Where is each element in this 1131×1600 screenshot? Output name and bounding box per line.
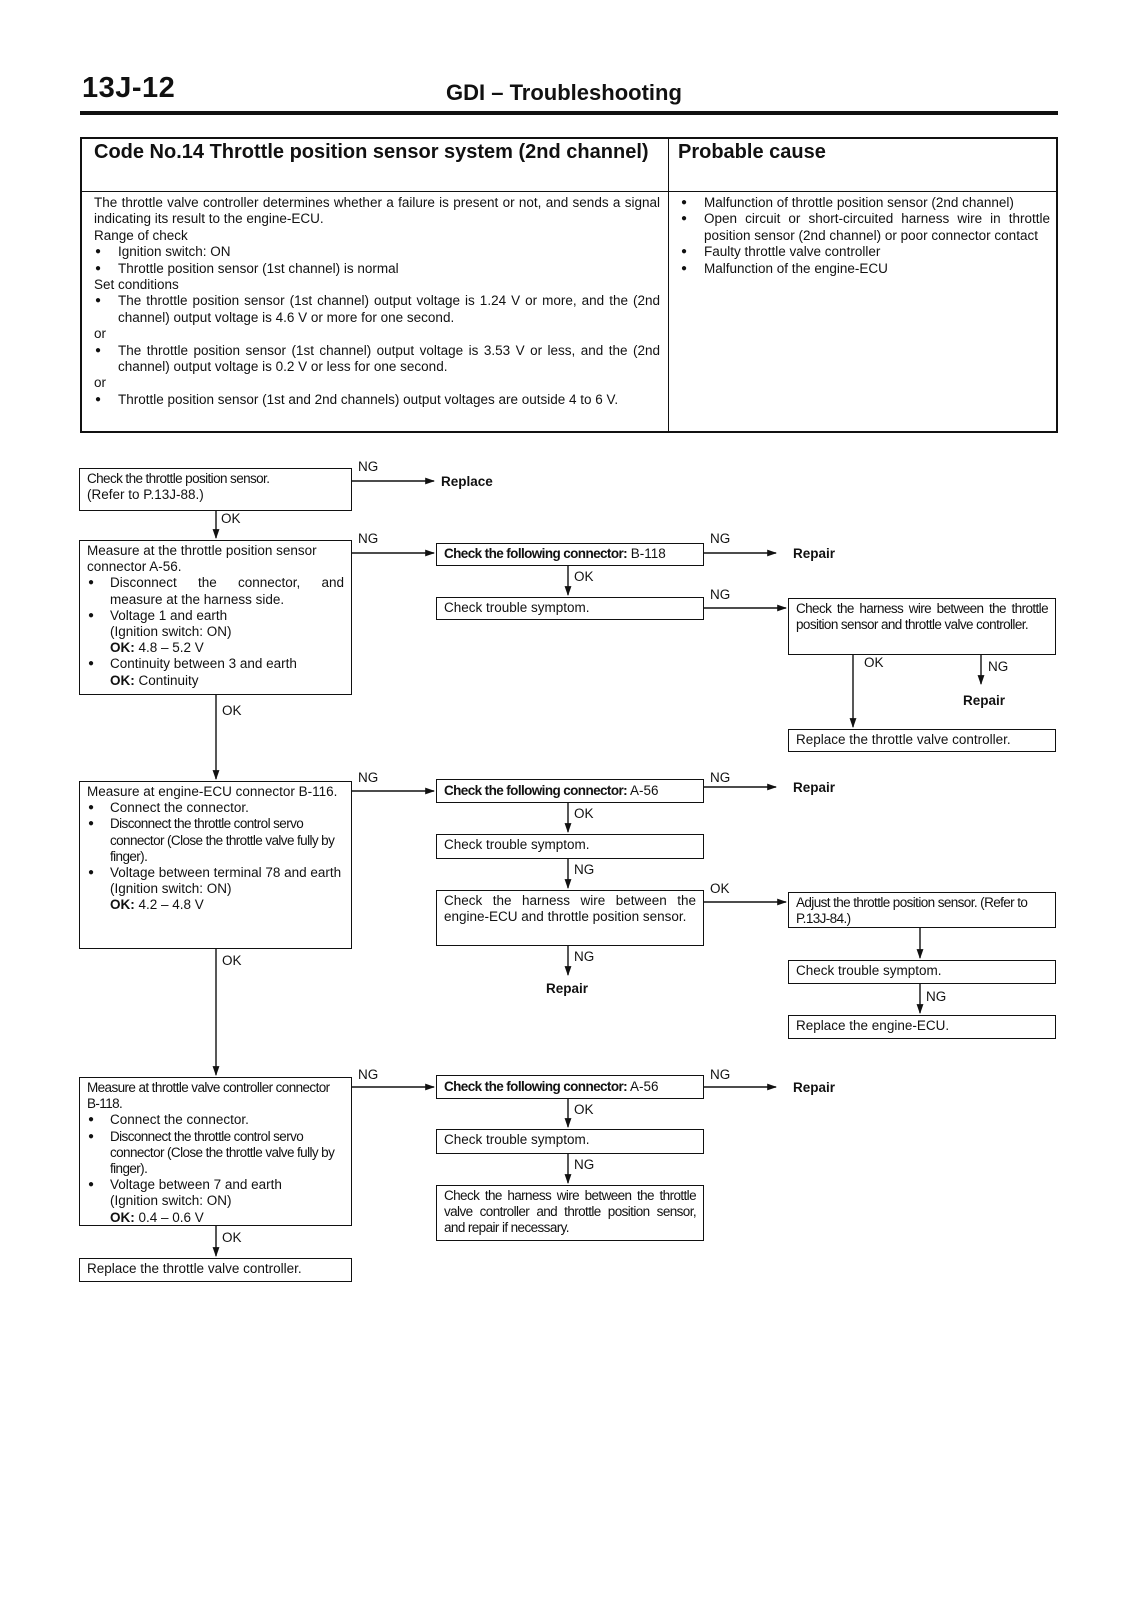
cause-item: ● Malfunction of throttle position sensor (2nd channel) [680,195,1050,211]
check-tps-box [79,468,352,511]
ng-label: NG [358,1067,379,1082]
check-trouble-box [436,834,704,859]
ok-spec-value: 4.2 – 4.8 V [138,897,204,913]
adjust-tps-box [788,892,1056,928]
ok-label: OK [221,511,241,526]
ok-spec-value: 4.8 – 5.2 V [138,640,204,656]
check-connector-b118-box [436,543,704,566]
ng-label: NG [574,1157,595,1172]
ok-spec-value: Continuity [138,672,199,688]
check-harness-text: Check the harness wire between the throttle position sensor and throttle valve controller. [796,601,1048,633]
ignition-condition: (Ignition switch: ON) [110,1193,232,1209]
ng-label: NG [358,770,379,785]
measure-b116-item: ● Voltage between terminal 78 and earth [87,865,344,881]
repair-action: Repair [793,546,836,561]
probable-cause-heading: Probable cause [678,141,826,163]
or-label: or [94,326,107,342]
measure-b116-intro: Measure at engine-ECU connector B-116. [87,784,338,799]
ng-label: NG [574,949,595,964]
repair-action: Repair [963,693,1006,708]
code-heading: Code No.14 Throttle position sensor system (2nd channel) [94,141,649,163]
check-trouble-box [788,960,1056,984]
check-connector-a56-box [436,1075,704,1099]
ng-label: NG [574,862,595,877]
ok-label: OK [574,1102,594,1117]
connector-id: A-56 [630,1079,659,1094]
measure-a56-box [79,540,352,695]
ignition-condition: (Ignition switch: ON) [110,624,232,640]
ok-label: OK [864,655,884,670]
check-trouble-text: Check trouble symptom. [444,1132,590,1147]
ng-label: NG [926,989,947,1004]
check-connector-label: Check the following connector: [444,546,628,561]
ng-label: NG [710,1067,731,1082]
cause-item: ● Open circuit or short-circuited harness wire in throttle position sensor (2nd channel) or poor connector contact [680,211,1050,244]
check-harness-tps-tvc-box [788,598,1056,655]
check-tps-line1: Check the throttle position sensor. [87,471,270,486]
check-connector-a56-box [436,779,704,803]
replace-tvc-box [79,1258,352,1282]
check-harness-text: Check the harness wire between the engine-ECU and throttle position sensor. [444,893,696,925]
replace-tvc-box [788,729,1056,752]
measure-b118-intro: Measure at throttle valve controller connector B-118. [87,1080,330,1112]
repair-action: Repair [793,1080,836,1095]
measure-a56-intro: Measure at the throttle position sensor connector A-56. [87,543,317,575]
measure-a56-item: ● Continuity between 3 and earth [87,656,344,672]
check-trouble-box [436,597,704,620]
check-trouble-text: Check trouble symptom. [444,600,590,615]
set-condition: ● The throttle position sensor (1st channel) output voltage is 1.24 V or more, and the (2nd channel) output voltage is 4.6 V or more for one second. [94,293,660,326]
measure-a56-item: ● Voltage 1 and earth [87,608,344,624]
ng-label: NG [710,770,731,785]
adjust-tps-text: Adjust the throttle position sensor. (Refer to P.13J-84.) [796,895,1028,927]
check-connector-label: Check the following connector: [444,1079,628,1094]
intro-text: The throttle valve controller determines whether a failure is present or not, and sends a signal indicating its result to the engine-ECU. [94,195,660,227]
range-item: ● Throttle position sensor (1st channel) is normal [94,261,660,277]
check-trouble-text: Check trouble symptom. [444,837,590,852]
ng-label: NG [988,659,1009,674]
check-harness-tvc-tps-box [436,1185,704,1241]
measure-b118-box [79,1077,352,1226]
measure-b118-item: ● Voltage between 7 and earth [87,1177,344,1193]
measure-b116-box [79,781,352,949]
ok-spec-value: 0.4 – 0.6 V [138,1209,204,1225]
ok-label: OK [574,806,594,821]
measure-b116-item: ● Connect the connector. [87,800,344,816]
ng-label: NG [710,587,731,602]
cause-item: ● Faulty throttle valve controller [680,244,1050,260]
ok-spec-label: OK: [110,897,135,913]
page-number: 13J-12 [82,72,176,104]
check-connector-label: Check the following connector: [444,783,628,798]
set-condition: ● The throttle position sensor (1st channel) output voltage is 3.53 V or less, and the (2nd channel) output voltage is 0.2 V or less for one second. [94,343,660,376]
replace-ecu-text: Replace the engine-ECU. [796,1018,950,1033]
measure-b118-item: ● Disconnect the throttle control servo connector (Close the throttle valve fully by finger). [87,1129,344,1178]
ok-spec-label: OK: [110,672,135,688]
check-trouble-text: Check trouble symptom. [796,963,942,978]
connector-id: A-56 [630,783,659,798]
replace-tvc-text: Replace the throttle valve controller. [87,1261,302,1276]
replace-ecu-box [788,1015,1056,1039]
cause-item: ● Malfunction of the engine-ECU [680,261,1050,277]
or-label: or [94,375,107,391]
ok-label: OK [222,953,242,968]
page-title: GDI – Troubleshooting [446,80,682,105]
ok-spec-label: OK: [110,640,135,656]
range-item: ● Ignition switch: ON [94,244,660,260]
ok-label: OK [710,881,730,896]
check-tps-line2: (Refer to P.13J-88.) [87,487,204,503]
ok-label: OK [574,569,594,584]
check-harness-ecu-tps-box [436,890,704,946]
replace-tvc-text: Replace the throttle valve controller. [796,732,1011,747]
range-label: Range of check [94,227,188,243]
measure-b116-item: ● Disconnect the throttle control servo connector (Close the throttle valve fully by finger). [87,816,344,865]
ok-spec-label: OK: [110,1209,135,1225]
check-trouble-box [436,1129,704,1154]
repair-action: Repair [793,780,836,795]
set-conditions-label: Set conditions [94,277,179,293]
ng-label: NG [710,531,731,546]
measure-b118-item: ● Connect the connector. [87,1112,344,1128]
ok-label: OK [222,703,242,718]
connector-id: B-118 [630,546,666,561]
measure-a56-item: ● Disconnect the connector, and measure at the harness side. [87,575,344,607]
ok-label: OK [222,1230,242,1245]
set-condition: ● Throttle position sensor (1st and 2nd channels) output voltages are outside 4 to 6 V. [94,392,660,408]
ignition-condition: (Ignition switch: ON) [110,881,232,897]
replace-action: Replace [441,474,493,489]
repair-action: Repair [546,981,589,996]
check-harness-text: Check the harness wire between the throttle valve controller and throttle position sensor, and repair if necessary. [444,1188,696,1236]
ng-label: NG [358,459,379,474]
ng-label: NG [358,531,379,546]
